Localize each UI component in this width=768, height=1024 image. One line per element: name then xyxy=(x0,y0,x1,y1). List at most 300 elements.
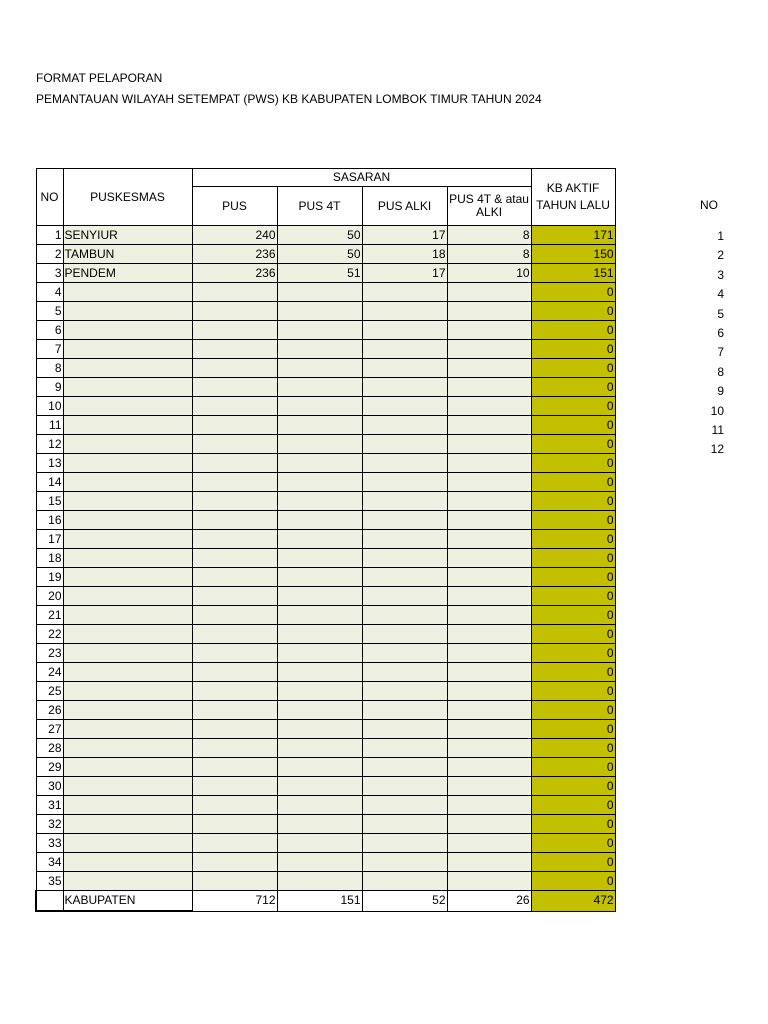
row-number[interactable]: 18 xyxy=(36,549,63,568)
pus-alki-value[interactable] xyxy=(362,359,447,378)
pus-4t-alki-value[interactable] xyxy=(447,473,531,492)
pus-4t-alki-value[interactable] xyxy=(447,454,531,473)
pus-alki-value[interactable]: 18 xyxy=(362,245,447,264)
pus-4t-alki-value[interactable] xyxy=(447,587,531,606)
pus-alki-value[interactable] xyxy=(362,473,447,492)
pus-4t-value[interactable] xyxy=(277,549,362,568)
kb-aktif-value[interactable]: 0 xyxy=(531,644,615,663)
puskesmas-name[interactable] xyxy=(63,340,192,359)
pus-4t-value[interactable] xyxy=(277,283,362,302)
pus-4t-alki-value[interactable] xyxy=(447,568,531,587)
pus-4t-alki-value[interactable] xyxy=(447,530,531,549)
pus-alki-value[interactable] xyxy=(362,549,447,568)
pus-4t-alki-value[interactable] xyxy=(447,758,531,777)
row-number[interactable]: 15 xyxy=(36,492,63,511)
kb-aktif-value[interactable]: 0 xyxy=(531,359,615,378)
pus-4t-value[interactable] xyxy=(277,625,362,644)
table-row xyxy=(36,264,615,283)
row-number[interactable]: 34 xyxy=(36,853,63,872)
pus-value[interactable] xyxy=(192,378,277,397)
pus-alki-value[interactable] xyxy=(362,321,447,340)
kb-aktif-value[interactable]: 171 xyxy=(531,226,615,245)
row-number[interactable]: 13 xyxy=(36,454,63,473)
puskesmas-name[interactable] xyxy=(63,777,192,796)
pus-4t-alki-value[interactable] xyxy=(447,340,531,359)
kb-aktif-value[interactable]: 0 xyxy=(531,815,615,834)
pus-value[interactable] xyxy=(192,682,277,701)
side-number: 3 xyxy=(717,267,724,282)
pus-alki-value[interactable] xyxy=(362,777,447,796)
table-row xyxy=(36,739,615,758)
row-number[interactable]: 8 xyxy=(36,359,63,378)
table-row xyxy=(36,853,615,872)
puskesmas-name[interactable] xyxy=(63,397,192,416)
header-pus-alki: PUS ALKI xyxy=(362,187,447,226)
pus-4t-alki-value[interactable]: 8 xyxy=(447,245,531,264)
puskesmas-name[interactable]: PENDEM xyxy=(63,264,192,283)
kb-aktif-value[interactable]: 0 xyxy=(531,473,615,492)
table-row xyxy=(36,492,615,511)
pus-alki-value[interactable] xyxy=(362,644,447,663)
table-row xyxy=(36,435,615,454)
kb-aktif-value[interactable]: 0 xyxy=(531,568,615,587)
pus-value[interactable] xyxy=(192,587,277,606)
table-row xyxy=(36,511,615,530)
pus-4t-alki-value[interactable]: 8 xyxy=(447,226,531,245)
table-row xyxy=(36,397,615,416)
row-number[interactable]: 7 xyxy=(36,340,63,359)
pus-4t-value[interactable] xyxy=(277,397,362,416)
pus-4t-value[interactable] xyxy=(277,511,362,530)
total-pus-alki[interactable]: 52 xyxy=(362,891,447,912)
pus-value[interactable] xyxy=(192,492,277,511)
pus-4t-alki-value[interactable] xyxy=(447,511,531,530)
pus-value[interactable] xyxy=(192,302,277,321)
kb-aktif-value[interactable]: 0 xyxy=(531,321,615,340)
pus-4t-alki-value[interactable] xyxy=(447,834,531,853)
row-number[interactable]: 26 xyxy=(36,701,63,720)
pus-4t-value[interactable] xyxy=(277,815,362,834)
puskesmas-name[interactable]: SENYIUR xyxy=(63,226,192,245)
table-row xyxy=(36,606,615,625)
puskesmas-name[interactable] xyxy=(63,530,192,549)
table-row xyxy=(36,226,615,245)
puskesmas-name[interactable] xyxy=(63,511,192,530)
pus-4t-value[interactable] xyxy=(277,378,362,397)
row-number[interactable]: 12 xyxy=(36,435,63,454)
pus-value[interactable] xyxy=(192,473,277,492)
pus-4t-value[interactable] xyxy=(277,834,362,853)
puskesmas-name[interactable] xyxy=(63,473,192,492)
pus-4t-value[interactable] xyxy=(277,739,362,758)
puskesmas-name[interactable] xyxy=(63,435,192,454)
pus-4t-value[interactable] xyxy=(277,777,362,796)
puskesmas-name[interactable] xyxy=(63,701,192,720)
table-row xyxy=(36,815,615,834)
row-number[interactable]: 21 xyxy=(36,606,63,625)
pus-alki-value[interactable] xyxy=(362,682,447,701)
pus-4t-value[interactable]: 51 xyxy=(277,264,362,283)
kb-aktif-value[interactable]: 0 xyxy=(531,416,615,435)
pus-4t-alki-value[interactable] xyxy=(447,378,531,397)
pus-value[interactable] xyxy=(192,568,277,587)
pus-alki-value[interactable] xyxy=(362,701,447,720)
row-number[interactable]: 11 xyxy=(36,416,63,435)
row-number[interactable]: 10 xyxy=(36,397,63,416)
row-number[interactable]: 24 xyxy=(36,663,63,682)
pus-value[interactable] xyxy=(192,815,277,834)
puskesmas-name[interactable] xyxy=(63,644,192,663)
puskesmas-name[interactable] xyxy=(63,758,192,777)
pus-alki-value[interactable] xyxy=(362,853,447,872)
puskesmas-name[interactable] xyxy=(63,416,192,435)
pus-4t-value[interactable] xyxy=(277,473,362,492)
row-number[interactable]: 3 xyxy=(36,264,63,283)
table-row xyxy=(36,758,615,777)
table-row xyxy=(36,454,615,473)
pus-4t-value[interactable] xyxy=(277,435,362,454)
table-row xyxy=(36,587,615,606)
kb-aktif-value[interactable]: 0 xyxy=(531,682,615,701)
pus-4t-value[interactable] xyxy=(277,663,362,682)
pus-value[interactable]: 240 xyxy=(192,226,277,245)
pus-alki-value[interactable]: 17 xyxy=(362,226,447,245)
pus-4t-alki-value[interactable] xyxy=(447,625,531,644)
pus-value[interactable] xyxy=(192,625,277,644)
pus-value[interactable] xyxy=(192,416,277,435)
kb-aktif-value[interactable]: 0 xyxy=(531,796,615,815)
pus-alki-value[interactable] xyxy=(362,625,447,644)
table-row xyxy=(36,530,615,549)
row-number[interactable]: 17 xyxy=(36,530,63,549)
table-row xyxy=(36,473,615,492)
puskesmas-name[interactable] xyxy=(63,492,192,511)
pus-4t-alki-value[interactable] xyxy=(447,416,531,435)
pus-4t-alki-value[interactable] xyxy=(447,492,531,511)
kb-aktif-value[interactable]: 150 xyxy=(531,245,615,264)
pus-4t-alki-value[interactable] xyxy=(447,283,531,302)
pus-value[interactable] xyxy=(192,606,277,625)
kb-aktif-value[interactable]: 0 xyxy=(531,720,615,739)
kb-aktif-value[interactable]: 0 xyxy=(531,435,615,454)
pus-alki-value[interactable] xyxy=(362,587,447,606)
kb-aktif-value[interactable]: 0 xyxy=(531,587,615,606)
kb-aktif-value[interactable]: 0 xyxy=(531,340,615,359)
total-label[interactable]: KABUPATEN xyxy=(63,891,192,912)
pus-4t-value[interactable] xyxy=(277,321,362,340)
pus-4t-alki-value[interactable] xyxy=(447,644,531,663)
pus-alki-value[interactable] xyxy=(362,606,447,625)
total-pus-4t[interactable]: 151 xyxy=(277,891,362,912)
pus-4t-alki-value[interactable] xyxy=(447,435,531,454)
kb-aktif-value[interactable]: 0 xyxy=(531,283,615,302)
kb-aktif-value[interactable]: 0 xyxy=(531,454,615,473)
table-row xyxy=(36,834,615,853)
kb-aktif-value[interactable]: 0 xyxy=(531,777,615,796)
table-body xyxy=(36,226,615,891)
pus-4t-value[interactable] xyxy=(277,701,362,720)
pus-alki-value[interactable] xyxy=(362,872,447,891)
pus-value[interactable] xyxy=(192,720,277,739)
puskesmas-name[interactable] xyxy=(63,663,192,682)
side-number: 5 xyxy=(717,306,724,321)
kb-aktif-value[interactable]: 0 xyxy=(531,511,615,530)
pus-alki-value[interactable] xyxy=(362,834,447,853)
row-number[interactable]: 6 xyxy=(36,321,63,340)
table-row xyxy=(36,245,615,264)
pus-alki-value[interactable] xyxy=(362,492,447,511)
pus-value[interactable] xyxy=(192,530,277,549)
pus-4t-alki-value[interactable] xyxy=(447,815,531,834)
pus-4t-value[interactable] xyxy=(277,454,362,473)
pus-4t-value[interactable] xyxy=(277,644,362,663)
pus-alki-value[interactable] xyxy=(362,815,447,834)
pus-alki-value[interactable] xyxy=(362,416,447,435)
pus-value[interactable] xyxy=(192,758,277,777)
row-number[interactable]: 16 xyxy=(36,511,63,530)
table-row xyxy=(36,302,615,321)
puskesmas-name[interactable] xyxy=(63,720,192,739)
total-pus-4t-alki[interactable]: 26 xyxy=(447,891,531,912)
pus-value[interactable] xyxy=(192,739,277,758)
kb-aktif-value[interactable]: 0 xyxy=(531,397,615,416)
puskesmas-name[interactable] xyxy=(63,625,192,644)
puskesmas-name[interactable] xyxy=(63,321,192,340)
pus-4t-value[interactable] xyxy=(277,853,362,872)
table-row xyxy=(36,872,615,891)
row-number[interactable]: 14 xyxy=(36,473,63,492)
table-row xyxy=(36,283,615,302)
table-row xyxy=(36,777,615,796)
pus-value[interactable] xyxy=(192,435,277,454)
row-number[interactable]: 28 xyxy=(36,739,63,758)
kb-aktif-value[interactable]: 0 xyxy=(531,530,615,549)
pus-value[interactable] xyxy=(192,549,277,568)
row-number[interactable]: 32 xyxy=(36,815,63,834)
pus-4t-value[interactable]: 50 xyxy=(277,245,362,264)
kb-aktif-value[interactable]: 0 xyxy=(531,758,615,777)
pus-value[interactable] xyxy=(192,872,277,891)
puskesmas-name[interactable] xyxy=(63,872,192,891)
header-no: NO xyxy=(36,169,63,226)
pus-4t-alki-value[interactable] xyxy=(447,777,531,796)
pus-4t-alki-value[interactable] xyxy=(447,682,531,701)
pus-4t-alki-value[interactable] xyxy=(447,397,531,416)
side-number: 6 xyxy=(717,326,724,340)
table-row xyxy=(36,568,615,587)
row-number[interactable]: 1 xyxy=(36,226,63,245)
table-row xyxy=(36,720,615,739)
row-number[interactable]: 4 xyxy=(36,283,63,302)
table-row xyxy=(36,359,615,378)
pus-4t-value[interactable] xyxy=(277,720,362,739)
total-row xyxy=(36,891,615,912)
pus-4t-value[interactable] xyxy=(277,872,362,891)
pus-value[interactable] xyxy=(192,397,277,416)
pus-4t-alki-value[interactable] xyxy=(447,853,531,872)
pus-alki-value[interactable] xyxy=(362,663,447,682)
pus-value[interactable] xyxy=(192,663,277,682)
pus-4t-alki-value[interactable] xyxy=(447,359,531,378)
kb-aktif-value[interactable]: 0 xyxy=(531,701,615,720)
pus-4t-value[interactable] xyxy=(277,302,362,321)
pus-value[interactable] xyxy=(192,321,277,340)
pus-alki-value[interactable] xyxy=(362,302,447,321)
pus-4t-alki-value[interactable]: 10 xyxy=(447,264,531,283)
pus-4t-value[interactable] xyxy=(277,416,362,435)
pus-value[interactable] xyxy=(192,777,277,796)
pus-4t-value[interactable] xyxy=(277,359,362,378)
pus-4t-alki-value[interactable] xyxy=(447,302,531,321)
pus-value[interactable] xyxy=(192,340,277,359)
kb-aktif-value[interactable]: 0 xyxy=(531,834,615,853)
row-number[interactable]: 35 xyxy=(36,872,63,891)
header-pus-4t-alki: PUS 4T & atau ALKI xyxy=(447,187,531,226)
pus-value[interactable] xyxy=(192,644,277,663)
pus-4t-alki-value[interactable] xyxy=(447,701,531,720)
puskesmas-name[interactable] xyxy=(63,606,192,625)
table-row xyxy=(36,644,615,663)
row-number[interactable]: 29 xyxy=(36,758,63,777)
header-puskesmas: PUSKESMAS xyxy=(63,169,192,226)
row-number[interactable]: 19 xyxy=(36,568,63,587)
kb-aktif-value[interactable]: 0 xyxy=(531,853,615,872)
kb-aktif-value[interactable]: 0 xyxy=(531,492,615,511)
pus-4t-value[interactable] xyxy=(277,796,362,815)
pus-4t-value[interactable] xyxy=(277,682,362,701)
row-number[interactable]: 25 xyxy=(36,682,63,701)
kb-aktif-value[interactable]: 0 xyxy=(531,872,615,891)
pus-4t-alki-value[interactable] xyxy=(447,796,531,815)
pus-alki-value[interactable] xyxy=(362,378,447,397)
row-number[interactable]: 27 xyxy=(36,720,63,739)
puskesmas-name[interactable] xyxy=(63,454,192,473)
kb-aktif-value[interactable]: 0 xyxy=(531,625,615,644)
pus-alki-value[interactable] xyxy=(362,435,447,454)
pus-4t-alki-value[interactable] xyxy=(447,739,531,758)
side-number: 11 xyxy=(711,423,724,437)
kb-aktif-value[interactable]: 0 xyxy=(531,302,615,321)
pus-4t-alki-value[interactable] xyxy=(447,549,531,568)
pus-value[interactable] xyxy=(192,834,277,853)
side-number: 7 xyxy=(717,345,724,360)
row-number[interactable]: 30 xyxy=(36,777,63,796)
pus-4t-value[interactable] xyxy=(277,492,362,511)
puskesmas-name[interactable] xyxy=(63,853,192,872)
pus-value[interactable] xyxy=(192,511,277,530)
pus-alki-value[interactable]: 17 xyxy=(362,264,447,283)
kb-aktif-value[interactable]: 151 xyxy=(531,264,615,283)
side-number: 4 xyxy=(717,287,724,302)
pus-value[interactable] xyxy=(192,796,277,815)
kb-aktif-value[interactable]: 0 xyxy=(531,663,615,682)
pus-alki-value[interactable] xyxy=(362,340,447,359)
pus-4t-alki-value[interactable] xyxy=(447,720,531,739)
puskesmas-name[interactable] xyxy=(63,283,192,302)
pus-value[interactable] xyxy=(192,359,277,378)
pus-alki-value[interactable] xyxy=(362,796,447,815)
pus-alki-value[interactable] xyxy=(362,739,447,758)
puskesmas-name[interactable] xyxy=(63,359,192,378)
puskesmas-name[interactable] xyxy=(63,682,192,701)
kb-aktif-value[interactable]: 0 xyxy=(531,378,615,397)
header-kb-aktif: KB AKTIF TAHUN LALU xyxy=(531,169,615,226)
pus-alki-value[interactable] xyxy=(362,758,447,777)
pus-value[interactable]: 236 xyxy=(192,264,277,283)
side-number: 9 xyxy=(717,384,724,399)
puskesmas-name[interactable] xyxy=(63,587,192,606)
puskesmas-name[interactable] xyxy=(63,815,192,834)
pus-value[interactable]: 236 xyxy=(192,245,277,264)
pus-value[interactable] xyxy=(192,454,277,473)
pus-alki-value[interactable] xyxy=(362,454,447,473)
kb-aktif-value[interactable]: 0 xyxy=(531,739,615,758)
pus-alki-value[interactable] xyxy=(362,568,447,587)
pws-table xyxy=(35,168,616,912)
row-number[interactable]: 2 xyxy=(36,245,63,264)
pus-4t-value[interactable] xyxy=(277,587,362,606)
pus-value[interactable] xyxy=(192,701,277,720)
puskesmas-name[interactable] xyxy=(63,834,192,853)
pus-4t-alki-value[interactable] xyxy=(447,872,531,891)
pus-4t-alki-value[interactable] xyxy=(447,321,531,340)
row-number[interactable]: 9 xyxy=(36,378,63,397)
puskesmas-name[interactable]: TAMBUN xyxy=(63,245,192,264)
pus-4t-value[interactable]: 50 xyxy=(277,226,362,245)
puskesmas-name[interactable] xyxy=(63,568,192,587)
row-number[interactable]: 22 xyxy=(36,625,63,644)
row-number[interactable]: 33 xyxy=(36,834,63,853)
total-kb-aktif[interactable]: 472 xyxy=(531,891,615,912)
pus-value[interactable] xyxy=(192,853,277,872)
puskesmas-name[interactable] xyxy=(63,302,192,321)
pus-4t-value[interactable] xyxy=(277,606,362,625)
puskesmas-name[interactable] xyxy=(63,739,192,758)
report-title-line-1: FORMAT PELAPORAN xyxy=(36,71,163,85)
puskesmas-name[interactable] xyxy=(63,796,192,815)
total-pus[interactable]: 712 xyxy=(192,891,277,912)
table-row xyxy=(36,378,615,397)
kb-aktif-value[interactable]: 0 xyxy=(531,606,615,625)
pus-alki-value[interactable] xyxy=(362,530,447,549)
pus-alki-value[interactable] xyxy=(362,397,447,416)
pus-4t-alki-value[interactable] xyxy=(447,663,531,682)
total-no-cell[interactable] xyxy=(36,891,63,912)
side-number: 8 xyxy=(717,364,724,379)
row-number[interactable]: 5 xyxy=(36,302,63,321)
pus-4t-value[interactable] xyxy=(277,530,362,549)
header-pus: PUS xyxy=(192,187,277,226)
row-number[interactable]: 31 xyxy=(36,796,63,815)
pus-4t-value[interactable] xyxy=(277,568,362,587)
side-header-no: NO xyxy=(700,198,718,212)
pus-alki-value[interactable] xyxy=(362,511,447,530)
puskesmas-name[interactable] xyxy=(63,378,192,397)
table-row xyxy=(36,796,615,815)
row-number[interactable]: 20 xyxy=(36,587,63,606)
pus-4t-value[interactable] xyxy=(277,758,362,777)
puskesmas-name[interactable] xyxy=(63,549,192,568)
kb-aktif-value[interactable]: 0 xyxy=(531,549,615,568)
row-number[interactable]: 23 xyxy=(36,644,63,663)
side-number: 12 xyxy=(710,442,724,457)
pus-4t-alki-value[interactable] xyxy=(447,606,531,625)
table-row xyxy=(36,625,615,644)
pus-alki-value[interactable] xyxy=(362,283,447,302)
pus-value[interactable] xyxy=(192,283,277,302)
pus-alki-value[interactable] xyxy=(362,720,447,739)
pus-4t-value[interactable] xyxy=(277,340,362,359)
